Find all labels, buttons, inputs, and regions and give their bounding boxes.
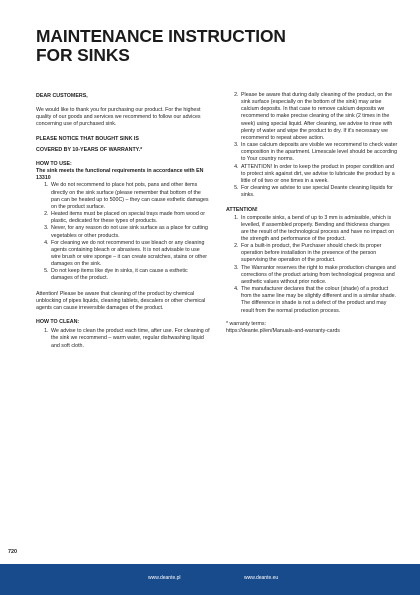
list-item: 3. In case calcium deposits are visible we recommend to check water composition in the apartment. Limescale level should be according to Your country norms. xyxy=(240,142,398,163)
title-line-1: MAINTENANCE INSTRUCTION xyxy=(36,26,286,46)
footer-link-eu[interactable]: www.deante.eu xyxy=(244,575,279,581)
page-number: 720 xyxy=(8,549,17,555)
list-item: 2. Please be aware that during daily cleaning of the product, on the sink surface (especially on the bottom of the sink) may arise calcium deposits. In that case to remove calcium deposits we recommend to make precise cleaning of the sink (2 times in the week) using special liquid. After cleaning, we advise to rinse with plenty of water and wipe the product to dry. If it's necessary we recommend to repeat above action. xyxy=(240,92,398,142)
list-item: 3. Never, for any reason do not use sink surface as a place for cutting vegetables or other products. xyxy=(50,225,210,239)
greeting: DEAR CUSTOMERS, xyxy=(36,93,88,99)
attention-heading: ATTENTION! xyxy=(226,207,258,214)
list-item: 1. We advise to clean the product each time, after use. For cleaning of the sink we recommend – warm water, regular dishwashing liquid and soft cloth. xyxy=(50,328,210,349)
notice-line: PLEASE NOTICE THAT BOUGHT SINK IS xyxy=(36,135,139,142)
how-to-use-heading: HOW TO USE: xyxy=(36,160,72,167)
list-item: 5. For cleaning we advise to use special Deante cleaning liquids for sinks. xyxy=(240,185,398,199)
title-line-2: FOR SINKS xyxy=(36,44,130,65)
how-to-clean-heading: HOW TO CLEAN: xyxy=(36,319,80,326)
list-item: 5. Do not keep items like dye in sinks, it can cause a esthetic damages of the product. xyxy=(50,268,210,282)
clean-list-first xyxy=(36,328,210,349)
warranty-note: * warranty terms: xyxy=(226,320,267,327)
list-item: 4. The manufacturer declares that the colour (shade) of a product from the same line may be slightly different and in a similar shade. The difference in shade is not a defect of the product and may result from the normal production process. xyxy=(240,286,398,315)
page-title xyxy=(36,27,396,64)
attention-paragraph: Attention! Please be aware that cleaning of the product by chemical unblocking of pipes liquids, cleaning tablets, descalers or other chemical agents can cause irreversible damages of the product. xyxy=(36,290,206,311)
list-item: 2. For a built-in product, the Purchaser should check its proper operation before installation in the presence of the person supervising the operation of the product. xyxy=(240,243,398,264)
how-to-use-subheading: The sink meets the functional requirements in accordance with EN 13310 xyxy=(36,168,204,182)
list-item: 4. ATTENTION! In order to keep the product in proper condition and to protect sink against dirt, we advise to lubricate the product by a little of oil two or one times in a week. xyxy=(240,164,398,185)
list-item: 4. For cleaning we do not recommend to use bleach or any cleaning agents containing bleach or abrasives. It is not advisable to use wire brush or wire sponge – it can create scratches, stains or other damages on the sink. xyxy=(50,240,210,269)
list-item: 1. In composite sinks, a bend of up to 3 mm is admissible, which is levelled, if assembled properly. Bending and thickness changes are the result of the technological process and have no impact on the strength and performance of the product. xyxy=(240,215,398,244)
warranty-url[interactable]: https://deante.pl/en/Manuals-and-warranty-cards xyxy=(226,327,340,334)
footer-bar xyxy=(0,564,420,595)
attention-list xyxy=(226,215,398,315)
use-list xyxy=(36,182,210,282)
clean-list-continued xyxy=(226,92,398,199)
right-column xyxy=(226,92,398,335)
intro-paragraph: We would like to thank you for purchasing our product. For the highest quality of our goods and services we recommend to follow our advices concerning use of purchased sink. xyxy=(36,107,201,128)
list-item: 3. The Warrantor reserves the right to make production changes and corrections of the product arising from technological progress and aesthetic values without prior notice. xyxy=(240,265,398,286)
left-column xyxy=(36,93,210,356)
footer-link-pl[interactable]: www.deante.pl xyxy=(148,575,181,581)
list-item: 2. Heated items must be placed on special trays made from wood or plastic, dedicated for these types of products. xyxy=(50,211,210,225)
list-item: 1. We do not recommend to place hot pots, pans and other items directly on the sink surface (please remember that bottom of the pan can be heated up to 500C) – they can cause esthetic damages on the product surface. xyxy=(50,182,210,211)
warranty-covered-line: COVERED BY 10-YEARS OF WARRANTY.* xyxy=(36,146,143,153)
